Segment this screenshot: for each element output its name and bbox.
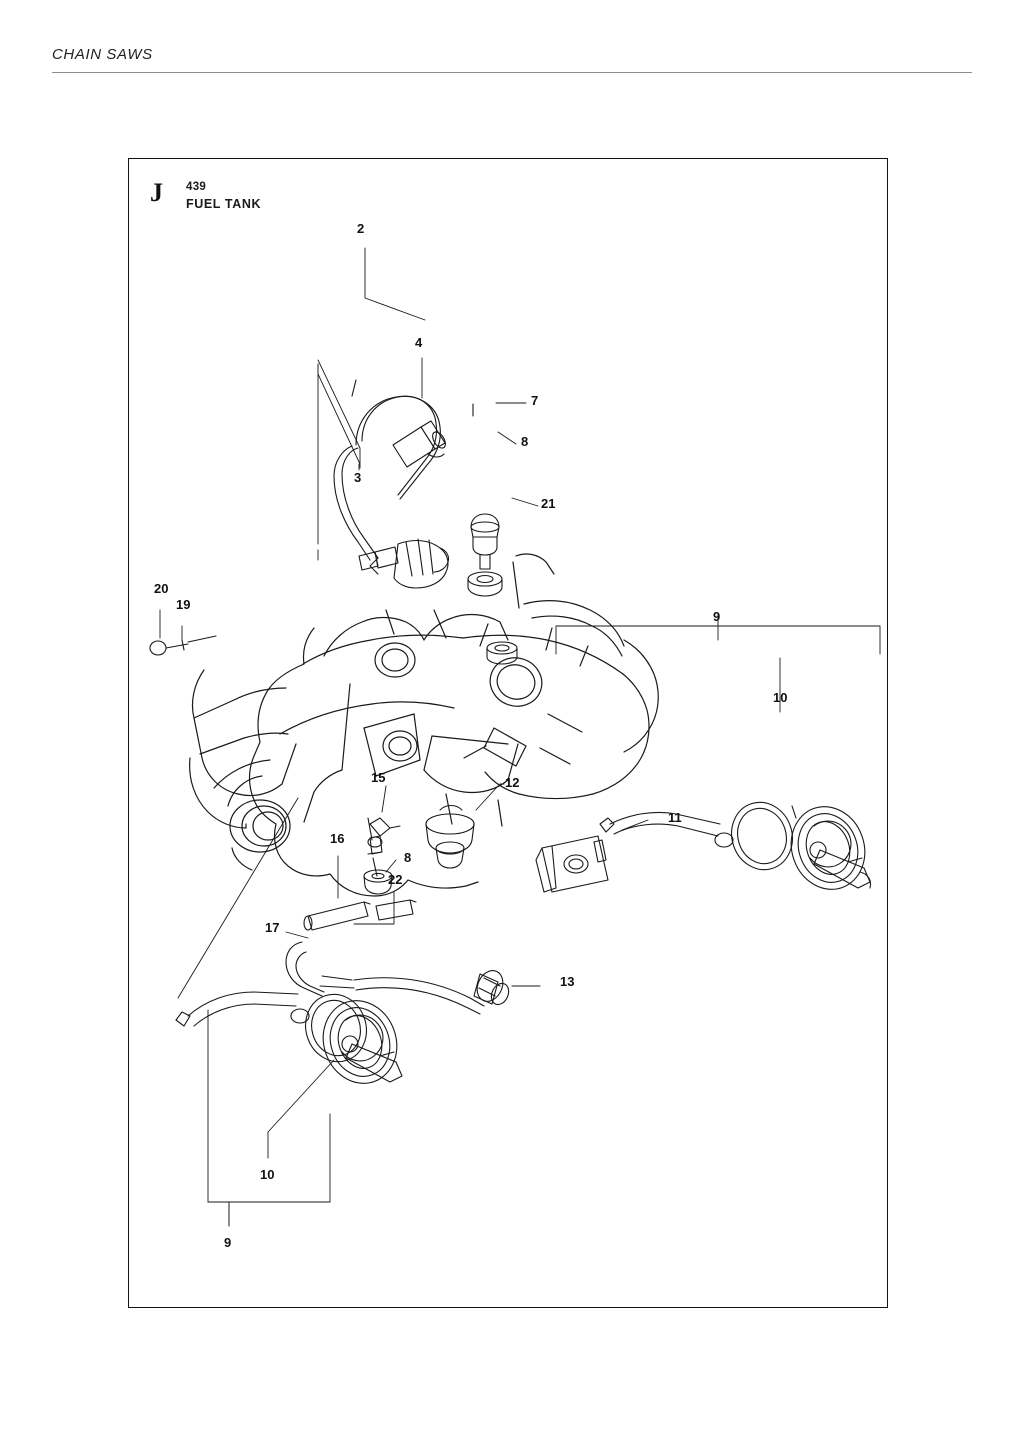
callout-2: 2 (357, 221, 365, 236)
part-fuel-hose (334, 396, 448, 574)
callout-12: 12 (505, 775, 520, 790)
callout-20: 20 (154, 581, 169, 596)
page-title: CHAIN SAWS (52, 46, 153, 63)
callout-4: 4 (415, 335, 423, 350)
plate-letter: J (150, 178, 163, 207)
callout-3: 3 (354, 470, 362, 485)
callout-9-upper: 9 (713, 609, 721, 624)
page-header (52, 46, 972, 63)
part-fitting-15 (368, 818, 400, 876)
part-fuel-cap-lower (176, 986, 408, 1093)
callout-11: 11 (668, 810, 682, 825)
exploded-parts-drawing (128, 158, 888, 1308)
callout-10-upper: 10 (773, 690, 788, 705)
callout-21: 21 (541, 496, 556, 511)
part-fuel-cap-upper (600, 794, 876, 899)
plate-model-number: 439 (186, 181, 207, 193)
callout-8: 8 (521, 434, 529, 449)
callout-17: 17 (265, 920, 280, 935)
part-fuel-tank-body (190, 554, 659, 896)
part-grommet-8 (468, 572, 502, 596)
part-plug-7 (471, 404, 499, 569)
callout-10-lower: 10 (260, 1167, 275, 1182)
plate-title: FUEL TANK (186, 197, 262, 211)
part-bracket-11 (536, 836, 608, 892)
callout-22: 22 (388, 872, 403, 887)
leader-lines (160, 248, 880, 1226)
part-hose-assembly (286, 900, 512, 1014)
callout-9-lower: 9 (224, 1235, 232, 1250)
callout-13: 13 (560, 974, 575, 989)
part-pin-19-20 (150, 636, 216, 655)
callout-8-lower: 8 (404, 850, 412, 865)
callout-15: 15 (371, 770, 386, 785)
callout-16: 16 (330, 831, 345, 846)
callout-7: 7 (531, 393, 539, 408)
callout-19: 19 (176, 597, 191, 612)
header-divider (52, 72, 972, 73)
